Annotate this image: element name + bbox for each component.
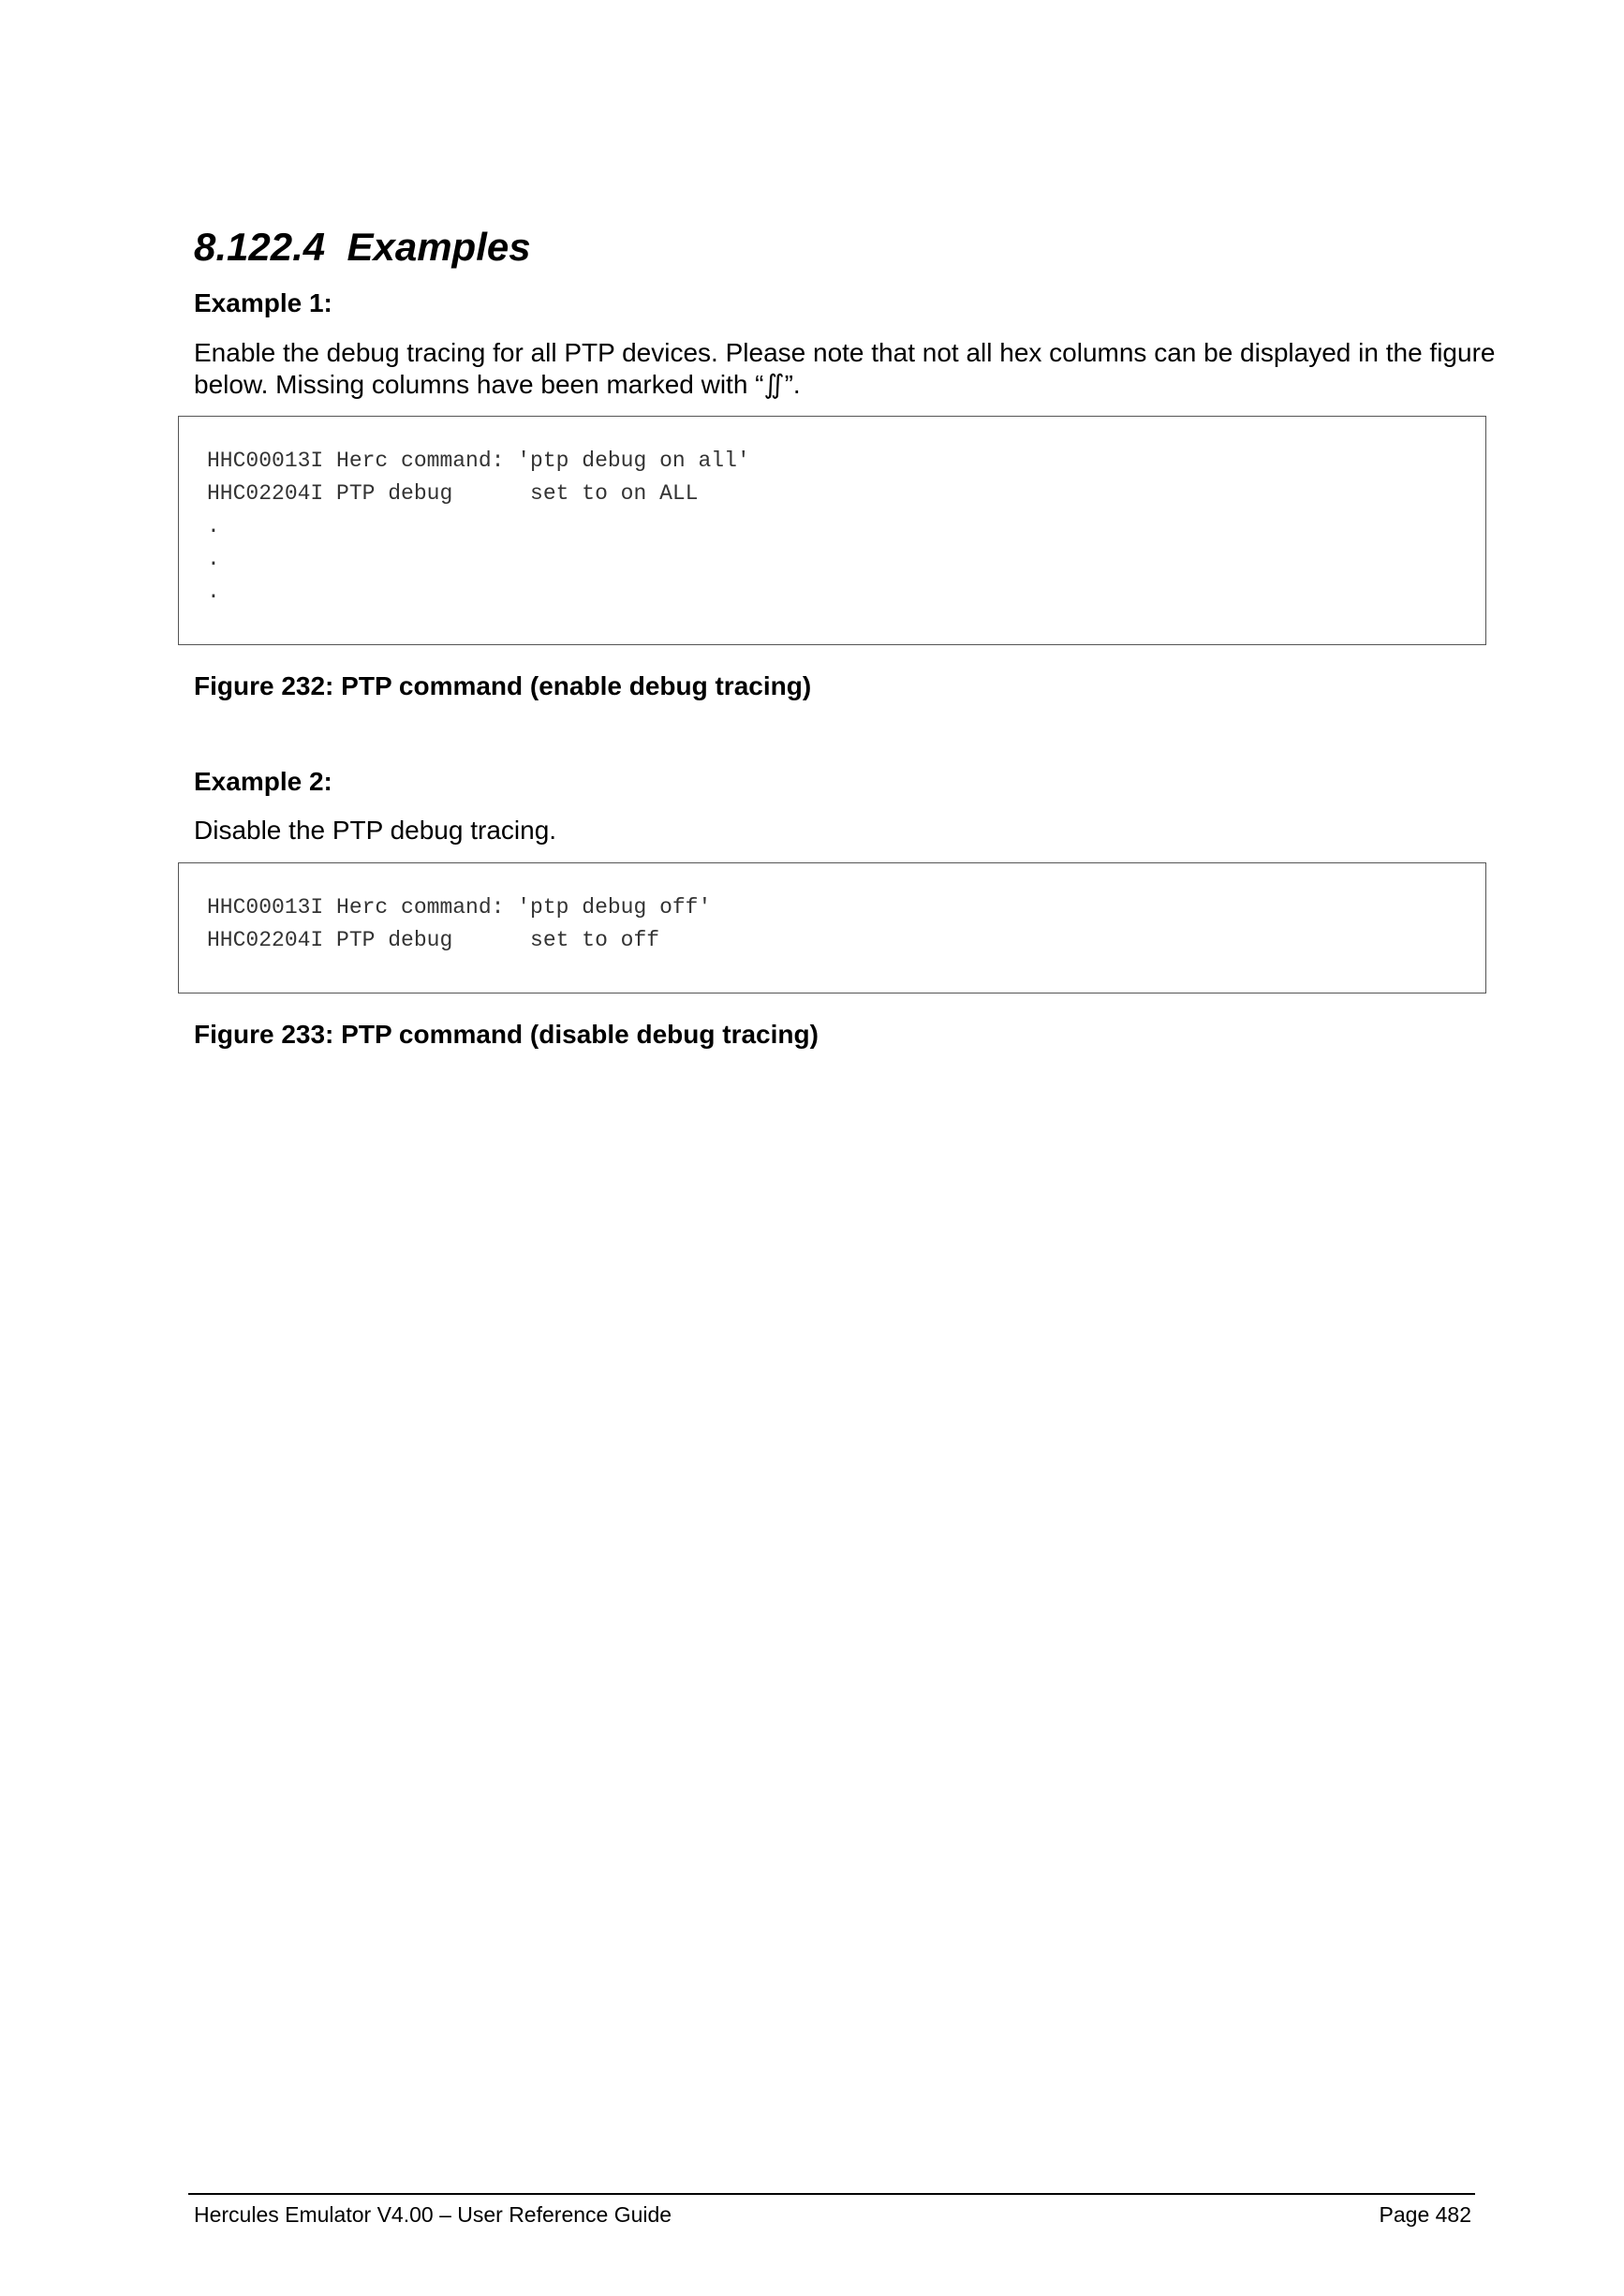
- section-number: 8.122.4: [194, 225, 326, 269]
- footer-document-title: Hercules Emulator V4.00 – User Reference Guide: [194, 2202, 672, 2227]
- code-line: HHC00013I Herc command: 'ptp debug off': [207, 895, 712, 920]
- section-heading: [194, 225, 531, 270]
- example-1-code-block: [178, 416, 1486, 645]
- example-2-heading: Example 2:: [194, 767, 332, 796]
- footer-divider: [188, 2193, 1475, 2195]
- example-2-description: Disable the PTP debug tracing.: [194, 816, 557, 845]
- figure-233-caption: Figure 233: PTP command (disable debug tracing): [194, 1020, 819, 1049]
- example-2-code-block: [178, 862, 1486, 993]
- figure-232-caption: Figure 232: PTP command (enable debug tracing): [194, 671, 812, 700]
- code-line: .: [207, 547, 220, 571]
- section-title: Examples: [347, 225, 531, 269]
- code-line: HHC00013I Herc command: 'ptp debug on all': [207, 449, 750, 473]
- footer-page-number: Page 482: [1379, 2202, 1471, 2227]
- code-line: HHC02204I PTP debug set to on ALL: [207, 481, 699, 506]
- code-line: .: [207, 580, 220, 604]
- example-1-description: Enable the debug tracing for all PTP devices. Please note that not all hex columns can be displayed in the figure below. Missing columns have been marked with “∬”.: [194, 338, 1496, 399]
- example-1-heading: Example 1:: [194, 288, 332, 317]
- code-line: HHC02204I PTP debug set to off: [207, 928, 660, 952]
- code-line: .: [207, 514, 220, 538]
